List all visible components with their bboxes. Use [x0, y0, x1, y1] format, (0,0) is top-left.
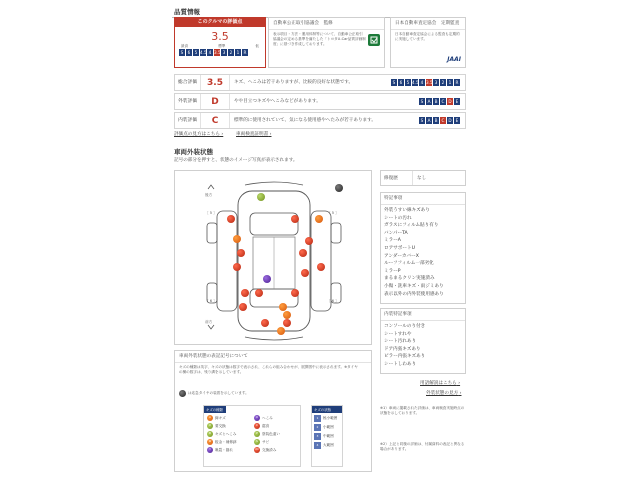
grade-scale-cell: 5: [405, 79, 412, 86]
symbol-legend-item: [254, 447, 297, 453]
damage-marker[interactable]: [299, 249, 307, 257]
grade-description: 標準的に使用されていて、気になる使用感やへたみが若干あります。: [229, 113, 419, 128]
top-scale-cell: 2: [228, 49, 235, 56]
total-score: 3.5: [211, 30, 229, 43]
interior-notes-title: 内装特記事項: [381, 309, 465, 321]
top-scale-cell: 4: [207, 49, 214, 56]
state-legend-number: 3: [314, 433, 321, 440]
grade-row: [174, 93, 466, 110]
state-legend-title: キズの状態: [312, 406, 342, 413]
grade-scale-cell: S: [391, 79, 398, 86]
exterior-subtitle: 記号の部分を押すと、状態のイメージ写真が表示されます。: [174, 158, 298, 163]
interior-notes-box: [380, 308, 466, 374]
symbol-legend-dot: C: [254, 423, 260, 429]
repair-history-row: [380, 170, 466, 186]
top-scale-cell: 5: [193, 49, 200, 56]
special-note-item: ミラーP: [384, 268, 401, 274]
damage-marker[interactable]: [233, 235, 241, 243]
grade-scale-cell: S: [419, 98, 426, 105]
special-note-item: ロアサポートU: [384, 245, 415, 251]
grade-scale-cell: A: [426, 117, 433, 124]
damage-marker[interactable]: [237, 249, 245, 257]
grade-row-label: 内装評価: [175, 113, 201, 128]
grade-scale: [419, 117, 461, 124]
grade-scale-cell: A: [426, 98, 433, 105]
damage-marker[interactable]: [277, 327, 285, 335]
scale-right-label: 低: [255, 44, 259, 48]
symbol-legend-dot: U: [254, 415, 260, 421]
damage-marker[interactable]: [291, 289, 299, 297]
damage-marker[interactable]: [227, 215, 235, 223]
scale-left-label: 最高: [181, 44, 189, 48]
symbol-legend-dot: S: [254, 439, 260, 445]
symbol-legend-label: サビ: [262, 439, 270, 444]
state-legend-number: 2: [314, 424, 321, 431]
grade-scale-cell: S: [419, 117, 426, 124]
special-note-item: まるまるクリン実施済み: [384, 276, 435, 282]
legend-text: キズの種類は英字、キズの状態は数字で表示され、これらの組み合わせが、展開図中に表示されます。※タイヤの横の数字は、残り溝を示しています。: [179, 365, 358, 374]
car-diagram-box: [174, 170, 372, 345]
top-scale-cell: 6: [186, 49, 193, 56]
assoc-title: 自動車公正取引協議会 監修: [269, 18, 384, 30]
grade-scale-cell: 3.5: [426, 80, 433, 85]
quality-section-title: 品質情報: [174, 8, 200, 16]
grade-scale-cell: R: [454, 79, 461, 86]
grade-scale-cell: D: [447, 98, 454, 105]
grade-description: やや目立つキズやへこみなどがあります。: [229, 94, 419, 109]
score-box-title: このクルマの評価点: [175, 18, 265, 27]
top-scale-cell: 3: [221, 49, 228, 56]
symbol-legend-dot: XX: [255, 448, 259, 451]
top-scale-cell: 1: [235, 49, 242, 56]
symbol-legend-dot: B: [207, 431, 213, 437]
jaai-box: [390, 17, 466, 68]
symbol-legend-dot: P: [254, 431, 260, 437]
state-legend-item: [314, 415, 340, 422]
assoc-logo-icon: [368, 34, 380, 46]
grade-scale-cell: B: [433, 117, 440, 124]
top-scale-cell: R: [242, 49, 249, 56]
grade-scale: [419, 98, 461, 105]
symbol-legend-dot: A: [207, 415, 213, 421]
damage-marker[interactable]: [257, 193, 265, 201]
special-note-item: バンパーTA: [384, 230, 408, 236]
grade-scale-cell: E: [454, 117, 461, 124]
symbol-legend-dot: X: [207, 423, 213, 429]
grade-scale-cell: E: [454, 98, 461, 105]
symbol-legend-item: [207, 447, 250, 453]
assoc-text: 表示項目・方法・運用体制等について、自動車公正取引協議会の定める基準を満たした「トヨタU-Car品質評価制度」に基づき作成しております。: [273, 32, 366, 46]
symbol-legend-dot: W: [208, 440, 212, 443]
symbol-legend-label: 塗装色違い: [262, 431, 280, 436]
spare-tire-icon: [179, 390, 186, 397]
grade-rows: [174, 74, 466, 131]
interior-note-item: シート汚れあり: [384, 339, 417, 345]
exterior-guide-link[interactable]: 外装状態の見方 ›: [426, 391, 462, 396]
exterior-title: 車両外装状態: [174, 148, 213, 156]
state-legend: [311, 405, 343, 467]
interior-note-item: シートしわあり: [384, 361, 417, 367]
symbol-legend-label: へこみ: [262, 415, 273, 420]
symbol-legend-item: [207, 439, 250, 445]
grade-scale-cell: B: [433, 98, 440, 105]
special-note-item: アンダーカバーX: [384, 253, 419, 259]
interior-note-item: コンソールのり付き: [384, 324, 426, 329]
symbol-legend-item: [254, 415, 297, 421]
symbol-legend-label: 交換済み: [262, 447, 277, 452]
grade-value: C: [211, 115, 219, 126]
bracket-6-right: ［ 6 ］: [327, 299, 339, 303]
damage-marker[interactable]: [233, 263, 241, 271]
grade-description: キズ、へこみは若干ありますが、比較的良好な状態です。: [229, 75, 391, 90]
rear-label: 後方: [205, 193, 213, 197]
symbol-legend-label: 亀裂・割れ: [215, 447, 233, 452]
grade-scale-cell: 4.5: [412, 80, 419, 85]
special-note-item: シートの汚れ: [384, 215, 412, 221]
interior-note-item: シートすれや: [384, 331, 412, 337]
damage-marker[interactable]: [279, 303, 287, 311]
damage-marker[interactable]: [301, 269, 309, 277]
symbol-legend-title: キズの種類: [204, 406, 226, 413]
special-note-item: ルーフフィルム一部劣化: [384, 261, 434, 267]
grade-scale-cell: 4: [419, 79, 426, 86]
damage-marker[interactable]: [315, 215, 323, 223]
grade-scale-cell: 1: [447, 79, 454, 86]
grade-value: D: [211, 96, 219, 107]
jaai-title: 日本自動車査定協会 定期監査: [391, 18, 465, 30]
bracket-6-left: ［ 6 ］: [205, 299, 217, 303]
damage-marker[interactable]: [283, 311, 291, 319]
state-legend-item: [314, 442, 340, 449]
front-label: 前方: [205, 320, 213, 324]
grade-scale-cell: 6: [398, 79, 405, 86]
grade-value: 3.5: [207, 77, 223, 88]
symbol-legend-item: [254, 439, 297, 445]
grade-scale-cell: C: [440, 117, 447, 124]
repair-history-label: 修復歴: [381, 171, 413, 185]
grade-row: [174, 112, 466, 129]
grade-scale-cell: D: [447, 117, 454, 124]
damage-marker[interactable]: [283, 319, 291, 327]
top-scale-cell: S: [179, 49, 186, 56]
jaai-logo: JAAI: [447, 56, 461, 63]
interior-note-item: ドア内張キズあり: [384, 346, 421, 352]
interior-note-item: ピラー内張キズあり: [384, 354, 426, 360]
assoc-box: [268, 17, 385, 68]
damage-marker[interactable]: [335, 184, 343, 192]
damage-marker[interactable]: [239, 303, 247, 311]
symbol-legend-item: [254, 423, 297, 429]
special-note-item: 外装うすい線キズあり: [384, 208, 430, 213]
grade-scale-cell: 2: [440, 79, 447, 86]
damage-marker[interactable]: [305, 237, 313, 245]
symbol-legend-dot: Y: [207, 447, 213, 453]
damage-marker[interactable]: [261, 319, 269, 327]
glossary-link[interactable]: 用語解説はこちら ›: [420, 381, 461, 386]
special-note-item: ガラスにフィルム貼り有り: [384, 223, 439, 229]
symbol-legend-label: 要交換: [215, 423, 226, 428]
state-legend-label: 中範囲: [323, 434, 334, 438]
special-note-item: 小傷・洗車キズ・雨ジミあり: [384, 283, 444, 289]
note-1: ※1）車両に掲載された評価は、車両検査実施時点の状態を示しております。: [380, 406, 465, 415]
symbol-legend-item: [207, 431, 250, 437]
score-guide-link[interactable]: 評価点の見方はこちら ›: [174, 132, 224, 137]
state-legend-item: [314, 433, 340, 440]
state-legend-label: 大範囲: [323, 443, 334, 447]
score-box: [174, 17, 266, 68]
state-legend-label: 極小範囲: [323, 416, 338, 420]
legend-box: [174, 350, 372, 472]
symbol-legend-item: [207, 423, 250, 429]
special-note-item: ミラーA: [384, 238, 401, 244]
state-legend-number: 1: [314, 415, 321, 422]
state-legend-number: 4: [314, 442, 321, 449]
special-notes-title: 特記事項: [381, 193, 465, 205]
symbol-legend-item: [207, 415, 250, 421]
symbol-legend-label: 線キズ: [215, 415, 226, 420]
legend-title: 車両外装状態の表記記号について: [175, 351, 371, 363]
note-2: ※2）上記と同様の評価は、付属資料の表記と異なる場合があります。: [380, 442, 465, 451]
damage-marker[interactable]: [241, 289, 249, 297]
top-scale-cell: 3.5: [214, 50, 221, 55]
grade-row-label: 外装評価: [175, 94, 201, 109]
state-legend-label: 小範囲: [323, 425, 334, 429]
symbol-legend-label: 板金・補修跡: [215, 439, 237, 444]
special-note-item: 表示以外の内外装使用感あり: [384, 291, 444, 297]
jaai-text: 日本自動車査定協会による監査も定期的に実施しています。: [395, 32, 460, 41]
symbol-legend: [203, 405, 301, 467]
inspection-certificate-link[interactable]: 車両検査証明書 ›: [236, 132, 272, 137]
grade-scale: [391, 79, 461, 86]
grade-row-label: 総合評価: [175, 75, 201, 90]
spare-note: は応急タイヤの装着を示しています。: [188, 391, 249, 395]
symbol-legend-label: キズとへこみ: [215, 431, 237, 436]
damage-marker[interactable]: [255, 289, 263, 297]
bracket-5-right: ［ 5 ］: [327, 211, 339, 215]
top-scale-cell: 4.5: [200, 50, 207, 55]
damage-marker[interactable]: [291, 215, 299, 223]
state-legend-item: [314, 424, 340, 431]
damage-marker[interactable]: [263, 275, 271, 283]
symbol-legend-label: 腐食: [262, 423, 270, 428]
repair-history-value: なし: [417, 175, 427, 181]
bracket-5-left: ［ 5 ］: [205, 211, 217, 215]
special-notes-box: [380, 192, 466, 304]
score-scale: [175, 49, 265, 56]
symbol-legend-item: [254, 431, 297, 437]
damage-marker[interactable]: [317, 263, 325, 271]
scale-mid-label: 標準: [218, 44, 226, 48]
grade-row: [174, 74, 466, 91]
grade-scale-cell: C: [440, 98, 447, 105]
grade-scale-cell: 3: [433, 79, 440, 86]
